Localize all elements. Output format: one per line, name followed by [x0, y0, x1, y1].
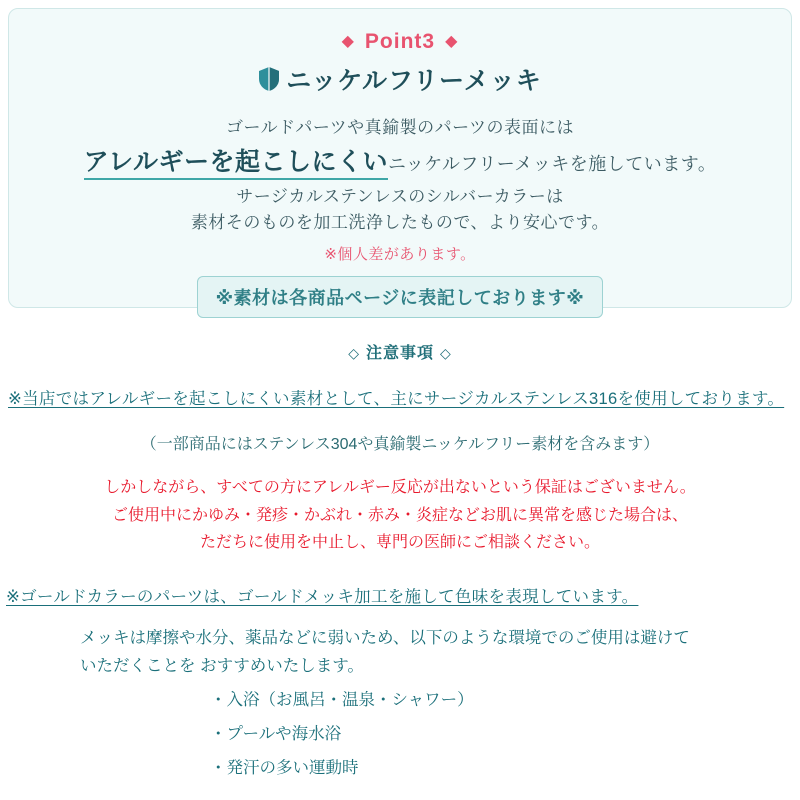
notes-section: [0, 340, 800, 793]
point-title: [9, 66, 791, 99]
avoid-list: [210, 691, 590, 777]
individual-difference-note: ※個人差があります。: [324, 245, 476, 263]
list-item: ・プールや海水浴: [210, 724, 342, 743]
allergy-warning-line-3: ただちに使用を中止し、専門の医師にご相談ください。: [199, 534, 600, 552]
point-line-2-rest: ニッケルフリーメッキを施しています。: [388, 154, 717, 175]
plating-care-line-2: いただくことを おすすめいたします。: [80, 657, 364, 676]
allergy-warning-line-1: しかしながら、すべての方にアレルギー反応が出ないという保証はございません。: [104, 479, 696, 497]
point-badge-label: Point3: [364, 30, 436, 53]
point3-card: [8, 8, 792, 308]
diamond-outline-right-icon: ◇: [440, 345, 452, 361]
shield-icon: [258, 66, 280, 99]
list-item: ・入浴（お風呂・温泉・シャワー）: [210, 690, 474, 709]
point-line-4: 素材そのものを加工洗浄したもので、より安心です。: [190, 213, 610, 233]
point-badge: [9, 31, 791, 52]
allergy-warning-line-2: ご使用中にかゆみ・発疹・かぶれ・赤み・炎症などお肌に異常を感じた場合は、: [111, 506, 688, 524]
allergy-warning: [0, 474, 800, 557]
material-info-box: ※素材は各商品ページに表記しております※: [197, 276, 604, 318]
list-item: ・発汗の多い運動時: [210, 759, 359, 778]
gold-plating-note: [0, 583, 800, 611]
notes-paragraph-2: （一部商品にはステンレス304や真鍮製ニッケルフリー素材を含みます）: [140, 436, 660, 454]
notes-heading: [0, 340, 800, 363]
diamond-outline-left-icon: ◇: [348, 345, 360, 361]
gold-plating-note-text: ※ゴールドカラーのパーツは、ゴールドメッキ加工を施して色味を表現しています。: [6, 587, 639, 606]
plating-care-line-1: メッキは摩擦や水分、薬品などに弱いため、以下のような環境でのご使用は避けて: [80, 629, 690, 648]
point-line-1: ゴールドパーツや真鍮製のパーツの表面には: [226, 118, 574, 137]
notes-heading-label: 注意事項: [365, 345, 434, 362]
point-line-3: サージカルステンレスのシルバーカラーは: [236, 187, 564, 207]
allergy-highlight: アレルギーを起こしにくい: [84, 148, 388, 180]
diamond-right-icon: ◆: [445, 33, 459, 50]
point-title-text: ニッケルフリーメッキ: [286, 67, 542, 95]
diamond-left-icon: ◆: [341, 33, 355, 50]
notes-paragraph-1: [0, 385, 800, 413]
notes-paragraph-1-text: ※当店ではアレルギーを起こしにくい素材として、主にサージカルステンレス316を使用しております。: [8, 390, 785, 408]
plating-care-text: [80, 625, 720, 680]
point-line-2: [9, 143, 791, 182]
